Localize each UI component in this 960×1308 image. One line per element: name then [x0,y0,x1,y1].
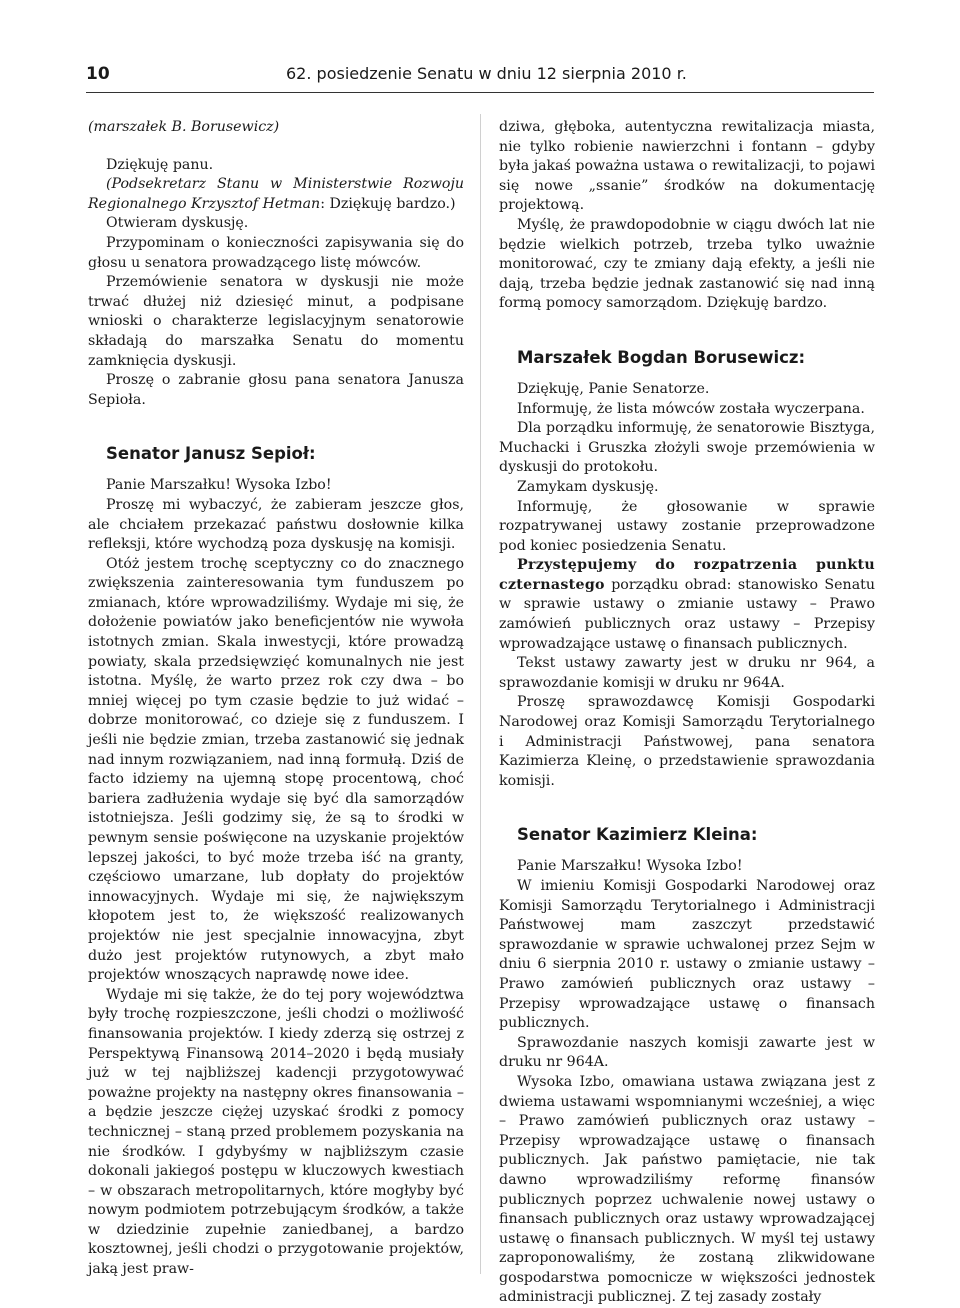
speaker-heading: Senator Kazimierz Kleina: [517,825,758,845]
left-column [88,118,464,1280]
stage-direction-tail: : Dziękuję bardzo.) [320,195,456,212]
paragraph [88,175,464,214]
paragraph: Przemówienie senatora w dyskusji nie może trwać dłużej niż dziesięć minut, a podpisane wnioski o charakterze legislacyjnym senatorowie składają do marszałka Senatu do momentu zamknięcia dyskusji. [88,274,464,369]
paragraph: Panie Marszałku! Wysoka Izbo! [106,477,332,494]
paragraph: Panie Marszałku! Wysoka Izbo! [517,858,743,875]
paragraph: Informuję, że lista mówców została wyczerpana. [517,400,865,417]
paragraph: W imieniu Komisji Gospodarki Narodowej oraz Komisji Samorządu Terytorialnego i Administracji Państwowej mam zaszczyt przedstawić sprawozdanie w sprawie uchwalonej przez Sejm w dniu 6 sierpnia 2010 r. ustawy o zmianie ustawy – Prawo zamówień publicznych oraz ustawy – Przepisy wprowadzające ustawę o finansach publicznych. [499,878,875,1032]
stage-direction: (Podsekretarz Stanu w Ministerstwie Rozwoju Regionalnego Krzysztof Hetman [88,176,464,212]
paragraph: Sprawozdanie naszych komisji zawarte jest w druku nr 964A. [499,1034,875,1071]
paragraph: Proszę mi wybaczyć, że zabieram jeszcze głos, ale chciałem przekazać państwu dosłownie kilka refleksji, które wychodzą poza dyskusję na komisji. [88,496,464,553]
paragraph: Otwieram dyskusję. [106,215,249,232]
paragraph: Proszę o zabranie głosu pana senatora Janusza Sepioła. [88,372,464,408]
paragraph: Otóż jestem trochę sceptyczny co do znacznego zwiększenia zainteresowania tym funduszem po zmianach, które wprowadziliśmy. Wydaje mi się, że dołożenie powiatów jako beneficjentów nie wywoła istotnych zmian. Skala inwestycji, które prowadzą powiaty, skala przedsięwzięć komunalnych nie jest istotna. Myślę, że warto przez rok czy dwa – bo mniej więcej po tym czasie będzie to już widać – dobrze monitorować, co dzieje się z funduszem. I jeśli nie będzie zmian, trzeba zastanowić się jednak nad innym rozwiązaniem, nad inną formułą. Dziś de facto idziemy na ujemną stopę procentową, choć bariera zadłużenia wydaje się być dla samorządów istotniejsza. Jeśli godzimy się, że są to środki w pewnym sensie poświęcone na uzyskanie projektów lepszej jakości, to być może trzeba iść na granty, częściowo umarzane, lub dopłaty do projektów innowacyjnych. Wydaje mi się, że największym kłopotem jest to, że większość realizowanych projektów nie jest specjalnie innowacyjna, zbyt dużo jest projektów rutynowych, a zbyt mało projektów wnoszących naprawdę nowe idee. [88,555,464,984]
right-column [499,118,875,1308]
running-head: 62. posiedzenie Senatu w dniu 12 sierpnia 2010 r. [286,64,687,83]
paragraph: Zamykam dyskusję. [517,478,659,495]
speaker-heading: Marszałek Bogdan Borusewicz: [517,347,806,367]
paragraph: Wysoka Izbo, omawiana ustawa związana jest z dwiema ustawami wspomnianymi wcześniej, a więc – Prawo zamówień publicznych oraz ustawy – Przepisy wprowadzające ustawę o finansach publicznych. Jak państwo pamiętacie, nie tak dawno wprowadziliśmy reformę finansów publicznych poprzez uchwalenie nowej ustawy o finansach publicznych oraz ustawy wprowadzającej ustawę o finansach publicznych. W myśl tej ustawy zaproponowaliśmy, że zostaną zlikwidowane gospodarstwa pomocnicze w większości jednostek administracji publicznej. Z tej zasady zostały [499,1073,875,1306]
paragraph [499,556,875,654]
paragraph: Proszę sprawozdawcę Komisji Gospodarki Narodowej oraz Komisji Samorządu Terytorialnego i Administracji Państwowej, pana senatora Kazimierza Kleinę, o przedstawienie sprawozdania komisji. [499,694,875,789]
paragraph: Przypominam o konieczności zapisywania się do głosu u senatora prowadzącego listę mówców. [88,234,464,271]
paragraph: Dziękuję panu. [106,156,214,173]
column-divider [480,114,481,1274]
paragraph: Tekst ustawy zawarty jest w druku nr 964, a sprawozdanie komisji w druku nr 964A. [499,655,875,691]
page-header [86,64,874,93]
agenda-item-lead: Przystępujemy do rozpatrzenia punktu czternastego [499,557,875,593]
paragraph: Dla porządku informuję, że senatorowie Bisztyga, Muchacki i Gruszka złożyli swoje przemówienia w dyskusji do protokołu. [499,420,875,476]
page-number: 10 [86,64,110,84]
paragraph: Dziękuję, Panie Senatorze. [517,380,710,397]
paragraph: Wydaje mi się także, że do tej pory województwa były trochę rozpieszczone, jeśli chodzi o możliwość finansowania projektów. I kiedy zderzą się ostrzej z Perspektywą Finansową 2014–2020 i będą musiały już w tej najbliższej kadencji przygotowywać poważne projekty na następny okres finansowania – a będzie jeszcze ciężej uzyskać środki z pomocy technicznej – staną przed problemem pozyskania na nie środków. I gdybyśmy w najbliższym czasie dokonali jakiegoś postępu w kluczowych kwestiach – w obszarach metropolitarnych, które mogłyby być nowym podmiotem potrzebującym środków, a także w dziedzinie zupełnie zaniedbanej, a bardzo kosztownej, jeśli chodzi o przygotowanie projektów, jaką jest praw- [88,986,464,1278]
paragraph: Informuję, że głosowanie w sprawie rozpatrywanej ustawy zostanie przeprowadzone pod koniec posiedzenia Senatu. [499,498,875,554]
paragraph: dziwa, głęboka, autentyczna rewitalizacja miasta, nie tylko robienie nawierzchni i fontann – gdyby była jakaś poważna ustawa o rewitalizacji, to pojawi się nowe „ssanie” środków na dokumentację projektową. [499,119,875,214]
paragraph: Myślę, że prawdopodobnie w ciągu dwóch lat nie będzie wielkich potrzeb, trzeba tylko uważnie monitorować, czy te zmiany dają efekty, a jeśli nie dają, trzeba będzie jednak zastanowić się nad inną formą pomocy samorządom. Dziękuję bardzo. [499,216,875,312]
speaker-heading: Senator Janusz Sepioł: [106,444,316,464]
marshal-note: (marszałek B. Borusewicz) [88,119,280,135]
agenda-item-text: porządku obrad: stanowisko Senatu w sprawie ustawy o zmianie ustawy – Prawo zamówień publicznych oraz ustawy – Przepisy wprowadzające ustawę o finansach publicznych. [499,576,875,652]
